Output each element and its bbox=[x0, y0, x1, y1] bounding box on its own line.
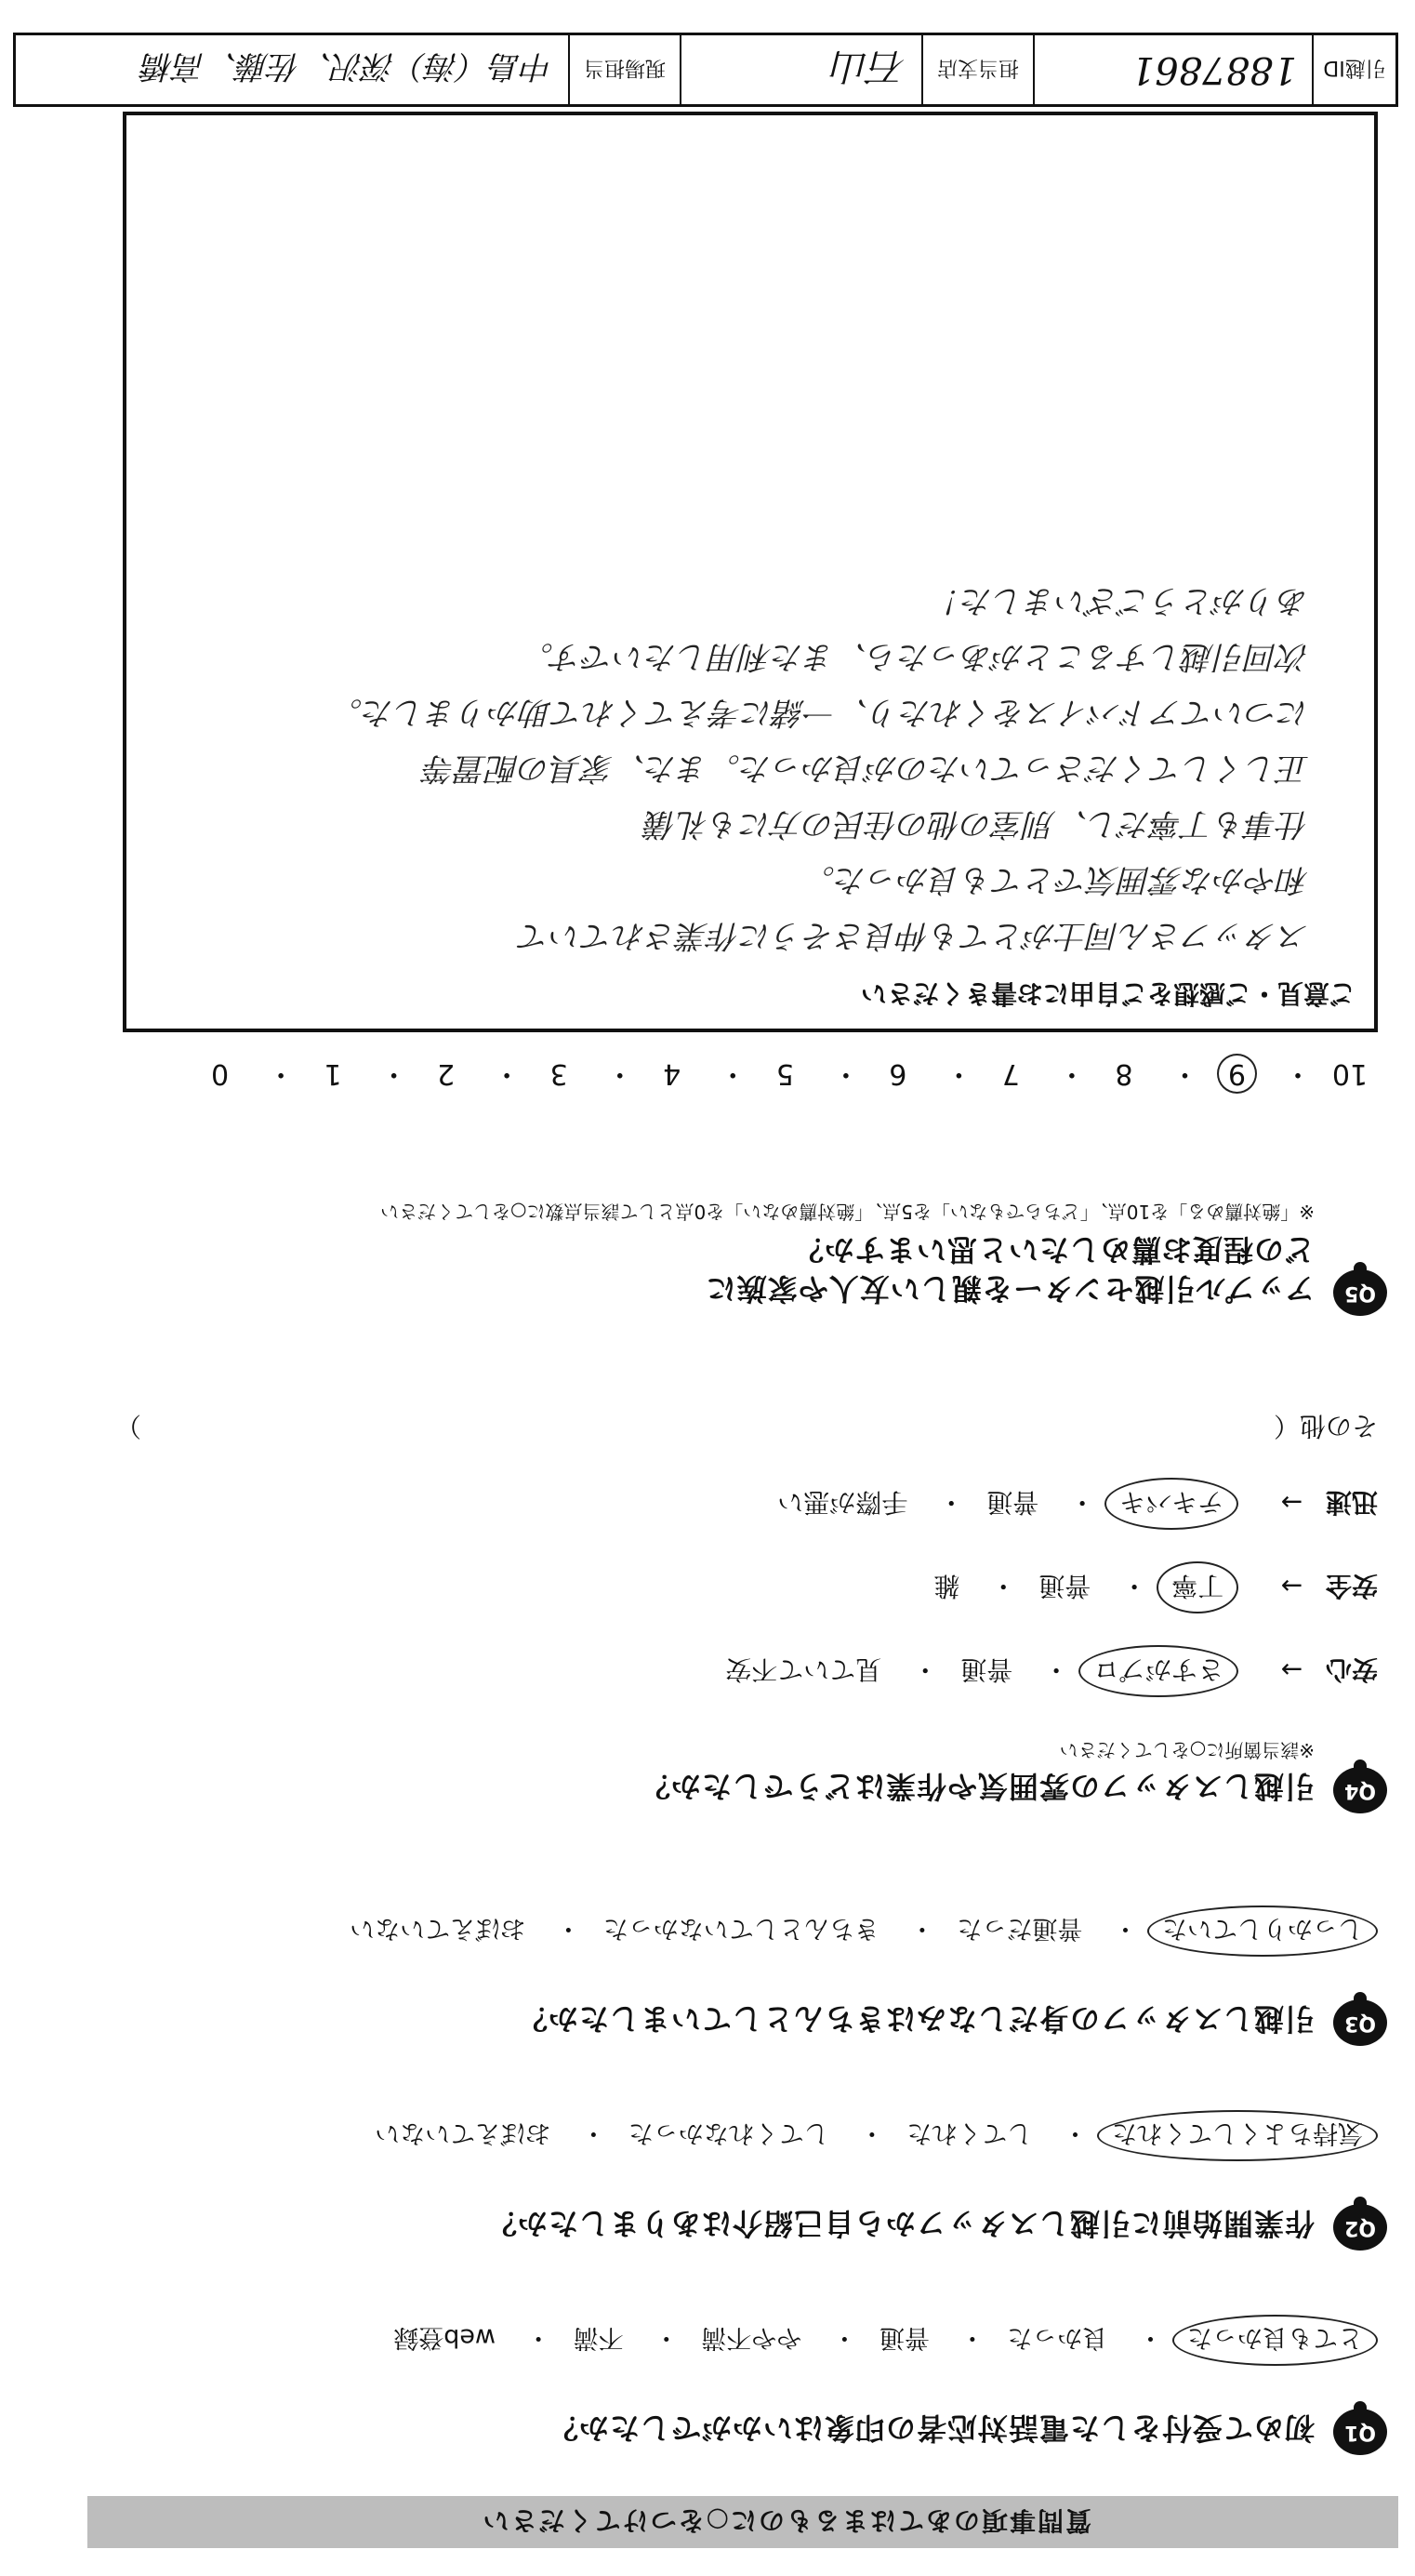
q4-text: 引越しスタッフの雰囲気や作業はどうでしたか？ bbox=[639, 1769, 1315, 1804]
arrow-right-icon: → bbox=[1280, 1571, 1303, 1601]
q4-other-close: ） bbox=[114, 1411, 141, 1441]
q4-row-anzen: 安全 → 丁寧・ 普通・ 雑 bbox=[920, 1561, 1378, 1613]
q2-option[interactable]: してくれなかった bbox=[628, 2118, 829, 2147]
scale-option-selected[interactable]: 9 bbox=[1209, 1057, 1264, 1090]
q4-row-label: 迅速 bbox=[1325, 1487, 1378, 1518]
q3-option[interactable]: きちんとしていなかった bbox=[602, 1914, 879, 1943]
q3-option[interactable]: おぼえていない bbox=[350, 1914, 526, 1943]
comments-title: ご意見・ご感想をご自由にお書きください bbox=[860, 978, 1355, 1009]
q3-badge: Q3 bbox=[1333, 1999, 1387, 2046]
q5-text-line1: アップル引越センターを親しい友人や家族に bbox=[705, 1271, 1315, 1307]
footer-table bbox=[13, 33, 1398, 107]
q4-row-jinsoku: 迅速 → テキパキ・ 普通・ 手際が悪い bbox=[764, 1478, 1378, 1530]
comment-line: ありがとうございました！ bbox=[930, 582, 1309, 619]
q4-option[interactable]: 見ていて不安 bbox=[725, 1654, 882, 1685]
q4-option-selected[interactable]: テキパキ bbox=[1104, 1478, 1238, 1530]
q4-row-anshin: 安心 → さすがプロ・ 普通・ 見ていて不安 bbox=[712, 1645, 1378, 1697]
q4-note: ※該当箇所に○をしてください bbox=[1059, 1739, 1315, 1761]
q4-option-selected[interactable]: さすがプロ bbox=[1078, 1645, 1238, 1697]
q4-badge: Q4 bbox=[1333, 1767, 1387, 1813]
comment-line: 仕事も丁寧だし、別室の他の住民の方にも礼儀 bbox=[645, 805, 1309, 843]
q4-other-row bbox=[95, 1409, 1378, 1446]
q2-options: 気持ちよくしてくれた・ してくれた・ してくれなかった・ おぼえていない bbox=[362, 2110, 1378, 2161]
id-label: 引越ID bbox=[1312, 35, 1395, 104]
q2-option[interactable]: おぼえていない bbox=[375, 2118, 551, 2147]
comments-box[interactable] bbox=[123, 112, 1378, 1032]
scale-option[interactable]: 5 bbox=[775, 1057, 794, 1090]
comment-line: 正しくしてくださっていたのが良かった。また、家具の配置等 bbox=[424, 750, 1309, 787]
q1-option-selected[interactable]: とても良かった bbox=[1172, 2315, 1378, 2366]
branch-value: 石山 bbox=[680, 35, 921, 104]
handwritten-comments bbox=[165, 573, 1309, 963]
comment-line: スタッフさん同士がとても仲良さそうに作業されていて bbox=[519, 917, 1309, 954]
q4-option-selected[interactable]: 丁寧 bbox=[1157, 1561, 1238, 1613]
q1-option[interactable]: web登録 bbox=[393, 2323, 496, 2352]
q1-badge: Q1 bbox=[1333, 2409, 1387, 2455]
q3-option-selected[interactable]: しっかりしていた bbox=[1147, 1905, 1378, 1957]
q1-options: とても良かった・ 良かった・ 普通・ やや不満・ 不満・ web登録 bbox=[380, 2315, 1378, 2366]
q4-option[interactable]: 手際が悪い bbox=[777, 1487, 908, 1518]
q4-row-label: 安心 bbox=[1325, 1654, 1378, 1685]
instruction-text: 質問事項のあてはまるものに○をつけてください bbox=[481, 2505, 1091, 2536]
q4-option[interactable]: 普通 bbox=[1038, 1571, 1091, 1601]
scale-option[interactable]: 10 bbox=[1331, 1057, 1369, 1090]
q4-row-label: 安全 bbox=[1325, 1571, 1378, 1601]
q2-text: 作業開始前に引越しスタッフから自己紹介はありましたか？ bbox=[485, 2206, 1315, 2241]
q3-options: しっかりしていた・ 普通だった・ きちんとしていなかった・ おぼえていない bbox=[337, 1905, 1378, 1957]
q5-badge: Q5 bbox=[1333, 1269, 1387, 1316]
arrow-right-icon: → bbox=[1280, 1487, 1303, 1518]
q2-option-selected[interactable]: 気持ちよくしてくれた bbox=[1097, 2110, 1378, 2161]
q4-option[interactable]: 雑 bbox=[933, 1571, 960, 1601]
q1-option[interactable]: 良かった bbox=[1007, 2323, 1108, 2352]
scale-option[interactable]: 7 bbox=[1001, 1057, 1020, 1090]
id-value: 1887861 bbox=[1033, 35, 1312, 104]
q1-text: 初めて受付をした電話対応者の印象はいかがでしたか？ bbox=[547, 2410, 1315, 2446]
q5-scale: 10・ 9・ 8・ 7・ 6・ 5・ 4・ 3・ 2・ 1・ 0 bbox=[192, 1056, 1378, 1097]
arrow-right-icon: → bbox=[1280, 1654, 1303, 1685]
q1-option[interactable]: やや不満 bbox=[701, 2323, 802, 2352]
scale-option[interactable]: 6 bbox=[889, 1057, 907, 1090]
q2-option[interactable]: してくれた bbox=[906, 2118, 1033, 2147]
q2-badge: Q2 bbox=[1333, 2204, 1387, 2251]
comment-line: 和やかな雰囲気でとても良かった。 bbox=[803, 861, 1309, 898]
scale-option[interactable]: 4 bbox=[663, 1057, 681, 1090]
scale-option[interactable]: 0 bbox=[210, 1057, 230, 1090]
q1-option[interactable]: 普通 bbox=[879, 2323, 930, 2352]
staff-label: 現場担当 bbox=[568, 35, 680, 104]
q1-option[interactable]: 不満 bbox=[573, 2323, 624, 2352]
q3-option[interactable]: 普通だった bbox=[957, 1914, 1083, 1943]
scale-option[interactable]: 2 bbox=[437, 1057, 456, 1090]
q4-other-label: その他（ bbox=[1273, 1411, 1378, 1441]
branch-label: 担当支店 bbox=[921, 35, 1033, 104]
scale-option[interactable]: 8 bbox=[1115, 1057, 1133, 1090]
staff-value: 中島（海）深沢、佐藤、高橋 bbox=[142, 47, 553, 86]
q4-option[interactable]: 普通 bbox=[986, 1487, 1039, 1518]
scale-option[interactable]: 3 bbox=[549, 1057, 568, 1090]
q5-text-line2: どの程度お薦めしたいと思いますか？ bbox=[792, 1232, 1315, 1268]
q5-note: ※「絶対薦める」を10点、「どちらでもない」を5点、「絶対薦めない」を0点として該当点数に○をしてください bbox=[380, 1201, 1315, 1223]
comment-line: についてアドバイスをくれたり、一緒に考えてくれて助かりました。 bbox=[330, 694, 1309, 731]
comment-line: 次回引越しすることがあったら、また利用したいです。 bbox=[522, 638, 1309, 675]
q4-option[interactable]: 普通 bbox=[960, 1654, 1013, 1685]
instruction-band bbox=[87, 2496, 1398, 2548]
q3-text: 引越しスタッフの身だしなみはきちんとしていましたか？ bbox=[516, 2001, 1315, 2037]
scale-option[interactable]: 1 bbox=[324, 1057, 342, 1090]
